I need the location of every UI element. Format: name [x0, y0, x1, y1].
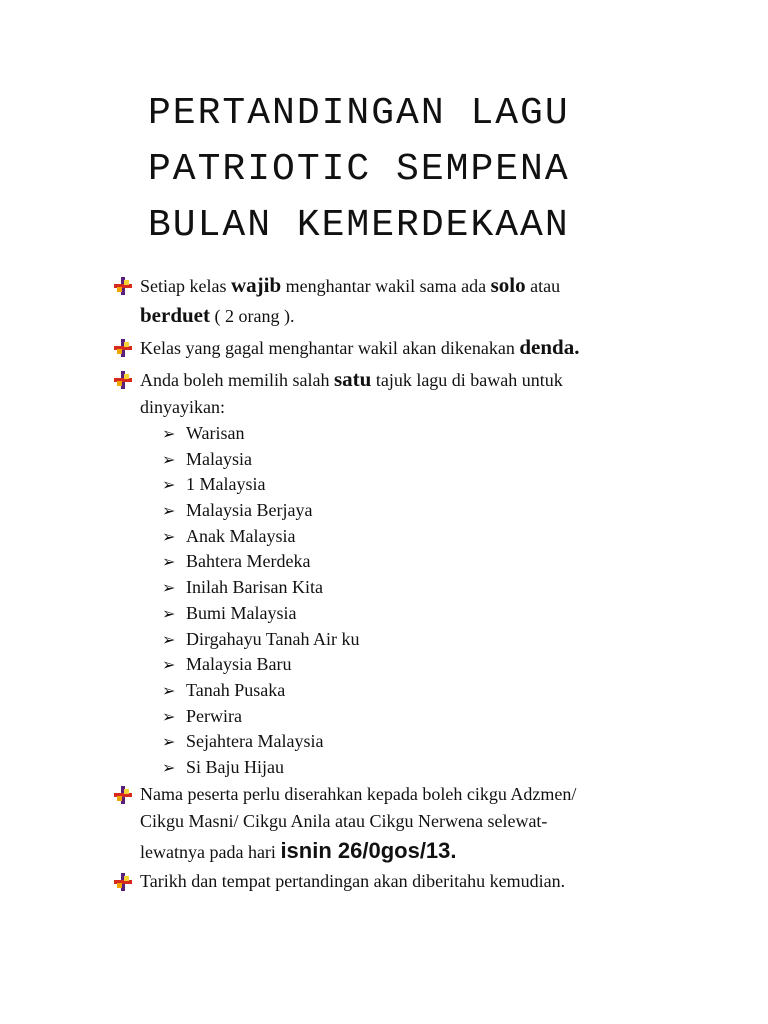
rule-3-line-1: [140, 366, 714, 394]
cross-bullet-icon: [114, 371, 132, 389]
rule-1-text-b: menghantar wakil sama ada: [281, 276, 491, 296]
rule-4-line-3: [140, 837, 714, 866]
title-line-1: PERTANDINGAN LAGU: [148, 92, 570, 135]
song-list: [114, 421, 714, 781]
arrowhead-icon: ➢: [162, 449, 176, 469]
arrowhead-icon: ➢: [162, 732, 176, 752]
song-list-item: [114, 704, 714, 730]
song-title: Bumi Malaysia: [186, 602, 297, 623]
cross-bullet-icon: [114, 339, 132, 357]
arrowhead-icon: ➢: [162, 552, 176, 572]
rule-4-line-1: Nama peserta perlu diserahkan kepada boleh cikgu Adzmen/: [140, 783, 577, 804]
song-list-item: [114, 601, 714, 627]
arrowhead-icon: ➢: [162, 424, 176, 443]
song-list-item: [114, 447, 714, 473]
rule-1-text-c: atau: [525, 276, 561, 296]
title-line-3: BULAN KEMERDEKAAN: [148, 204, 570, 247]
arrowhead-icon: ➢: [162, 526, 176, 546]
song-title: Si Baju Hijau: [186, 756, 284, 777]
rule-4-line-2: Cikgu Masni/ Cikgu Anila atau Cikgu Nerwena selewat-: [140, 810, 548, 831]
song-list-item: [114, 729, 714, 755]
rule-1-line-2: [140, 302, 714, 330]
arrowhead-icon: ➢: [162, 655, 176, 675]
rule-item: [114, 272, 714, 330]
song-list-item: [114, 627, 714, 653]
rule-4-date: isnin 26/0gos/13.: [280, 837, 457, 863]
song-list-item: [114, 575, 714, 601]
arrowhead-icon: ➢: [162, 680, 176, 700]
arrowhead-icon: ➢: [162, 757, 176, 777]
song-title: Malaysia Baru: [186, 654, 292, 675]
song-title: Bahtera Merdeka: [186, 551, 311, 572]
arrowhead-icon: ➢: [162, 475, 176, 495]
title-line-2: PATRIOTIC SEMPENA: [148, 148, 570, 191]
song-list-item: [114, 755, 714, 781]
arrowhead-icon: ➢: [162, 578, 176, 598]
rule-4-text-c: lewatnya pada hari: [140, 841, 281, 862]
song-title: Dirgahayu Tanah Air ku: [186, 628, 360, 649]
rule-item: [114, 366, 714, 421]
song-list-item: [114, 421, 714, 447]
song-title: Sejahtera Malaysia: [186, 731, 324, 752]
song-title: Tanah Pusaka: [186, 679, 286, 700]
rule-2-text: Kelas yang gagal menghantar wakil akan dikenakan: [140, 338, 520, 358]
rule-5-text: Tarikh dan tempat pertandingan akan diberitahu kemudian.: [140, 870, 566, 891]
song-list-item: [114, 678, 714, 704]
song-list-item: [114, 549, 714, 575]
rule-1-solo: solo: [490, 273, 526, 297]
page-title: [148, 86, 708, 254]
song-title: Warisan: [186, 423, 245, 443]
rule-1-text-d: ( 2 orang ).: [210, 306, 295, 326]
rule-3-text-a: Anda boleh memilih salah: [140, 370, 334, 390]
arrowhead-icon: ➢: [162, 603, 176, 623]
song-list-item: [114, 652, 714, 678]
arrowhead-icon: ➢: [162, 501, 176, 521]
cross-bullet-icon: [114, 873, 132, 891]
song-title: Malaysia Berjaya: [186, 500, 313, 521]
song-list-item: [114, 524, 714, 550]
song-title: Malaysia: [186, 448, 252, 469]
song-list-item: [114, 472, 714, 498]
rules-list: [114, 272, 714, 895]
cross-bullet-icon: [114, 277, 132, 295]
rule-item: [114, 334, 714, 362]
rule-3-satu: satu: [333, 367, 372, 391]
rule-1-wajib: wajib: [230, 273, 282, 297]
song-title: Inilah Barisan Kita: [186, 577, 323, 598]
rule-3-line-2: dinyayikan:: [140, 397, 225, 417]
arrowhead-icon: ➢: [162, 706, 176, 726]
rule-3-text-b: tajuk lagu di bawah untuk: [371, 370, 563, 390]
rule-1-berduet: berduet: [140, 303, 210, 327]
rule-item: [114, 868, 714, 895]
cross-bullet-icon: [114, 786, 132, 804]
arrowhead-icon: ➢: [162, 629, 176, 649]
song-title: 1 Malaysia: [186, 474, 266, 495]
rule-1-text-a: Setiap kelas: [140, 276, 231, 296]
rule-2-denda: denda.: [519, 335, 580, 359]
rule-1-line-1: [140, 272, 714, 300]
rule-item: [114, 781, 714, 866]
song-title: Anak Malaysia: [186, 525, 296, 546]
song-list-item: [114, 498, 714, 524]
song-title: Perwira: [186, 705, 242, 726]
